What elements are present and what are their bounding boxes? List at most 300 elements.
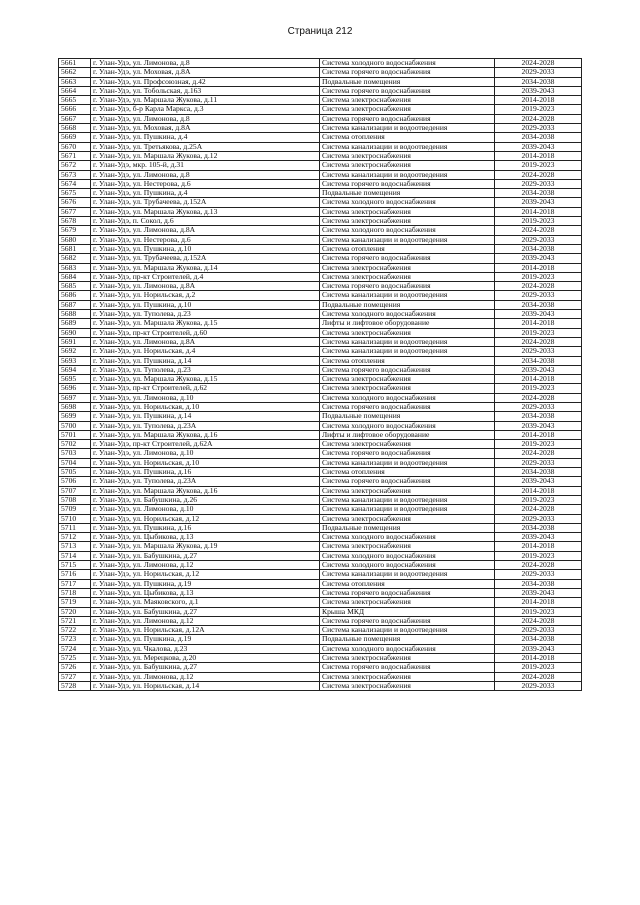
address-cell: г. Улан-Удэ, пр-кт Строителей, д.62 [91,384,320,393]
table-row [59,570,582,579]
period-cell: 2034-2038 [495,244,582,253]
system-cell: Система канализации и водоотведения [320,337,495,346]
table-row [59,217,582,226]
table-row [59,486,582,495]
table-row [59,68,582,77]
address-cell: г. Улан-Удэ, ул. Маяковского, д.1 [91,598,320,607]
address-cell: г. Улан-Удэ, ул. Лимонова, д.12 [91,672,320,681]
period-cell: 2014-2018 [495,430,582,439]
table-row [59,365,582,374]
system-cell: Подвальные помещения [320,635,495,644]
address-cell: г. Улан-Удэ, ул. Маршала Жукова, д.12 [91,151,320,160]
address-cell: г. Улан-Удэ, ул. Мерецкова, д.20 [91,654,320,663]
row-number: 5711 [59,523,91,532]
period-cell: 2034-2038 [495,523,582,532]
table-row [59,654,582,663]
address-cell: г. Улан-Удэ, ул. Пушкина, д.14 [91,412,320,421]
table-row [59,347,582,356]
address-cell: г. Улан-Удэ, ул. Маршала Жукова, д.15 [91,319,320,328]
period-cell: 2014-2018 [495,542,582,551]
system-cell: Система горячего водоснабжения [320,365,495,374]
row-number: 5697 [59,393,91,402]
table-row [59,272,582,281]
period-cell: 2039-2043 [495,644,582,653]
table-row [59,393,582,402]
period-cell: 2019-2023 [495,551,582,560]
system-cell: Система электроснабжения [320,681,495,690]
system-cell: Подвальные помещения [320,412,495,421]
address-cell: г. Улан-Удэ, ул. Пушкина, д.4 [91,189,320,198]
row-number: 5694 [59,365,91,374]
row-number: 5664 [59,86,91,95]
table-row [59,579,582,588]
table-row [59,59,582,68]
row-number: 5671 [59,151,91,160]
address-cell: г. Улан-Удэ, ул. Лимонова, д.10 [91,393,320,402]
address-cell: г. Улан-Удэ, ул. Цыбикова, д.13 [91,588,320,597]
row-number: 5681 [59,244,91,253]
table-row [59,207,582,216]
address-cell: г. Улан-Удэ, мкр. 105-й, д.31 [91,161,320,170]
period-cell: 2019-2023 [495,217,582,226]
address-cell: г. Улан-Удэ, ул. Туполева, д.23 [91,365,320,374]
address-cell: г. Улан-Удэ, ул. Пушкина, д.10 [91,300,320,309]
table-row [59,616,582,625]
period-cell: 2029-2033 [495,402,582,411]
page-title: Страница 212 [287,26,353,37]
table-row [59,151,582,160]
table-row [59,337,582,346]
system-cell: Система электроснабжения [320,161,495,170]
table-row [59,356,582,365]
address-cell: г. Улан-Удэ, пр-кт Строителей, д.4 [91,272,320,281]
row-number: 5695 [59,375,91,384]
address-cell: г. Улан-Удэ, ул. Лимонова, д.8 [91,170,320,179]
row-number: 5668 [59,124,91,133]
system-cell: Система канализации и водоотведения [320,495,495,504]
table-row [59,523,582,532]
address-cell: г. Улан-Удэ, ул. Норильская, д.12 [91,514,320,523]
system-cell: Система холодного водоснабжения [320,533,495,542]
row-number: 5704 [59,458,91,467]
table-row [59,514,582,523]
address-cell: г. Улан-Удэ, ул. Норильская, д.14 [91,681,320,690]
period-cell: 2039-2043 [495,588,582,597]
period-cell: 2014-2018 [495,207,582,216]
system-cell: Система электроснабжения [320,654,495,663]
table-row [59,161,582,170]
period-cell: 2014-2018 [495,486,582,495]
address-cell: г. Улан-Удэ, ул. Лимонова, д.8 [91,59,320,68]
address-cell: г. Улан-Удэ, ул. Маршала Жукова, д.11 [91,96,320,105]
period-cell: 2014-2018 [495,151,582,160]
period-cell: 2034-2038 [495,579,582,588]
table-row [59,644,582,653]
address-cell: г. Улан-Удэ, б-р Карла Маркса, д.3 [91,105,320,114]
address-cell: г. Улан-Удэ, ул. Маршала Жукова, д.13 [91,207,320,216]
address-cell: г. Улан-Удэ, ул. Тобольская, д.163 [91,86,320,95]
system-cell: Система канализации и водоотведения [320,124,495,133]
address-cell: г. Улан-Удэ, ул. Норильская, д.10 [91,402,320,411]
period-cell: 2039-2043 [495,254,582,263]
row-number: 5661 [59,59,91,68]
period-cell: 2014-2018 [495,96,582,105]
system-cell: Система холодного водоснабжения [320,226,495,235]
table-row [59,114,582,123]
period-cell: 2014-2018 [495,319,582,328]
period-cell: 2024-2028 [495,114,582,123]
period-cell: 2029-2033 [495,179,582,188]
period-cell: 2029-2033 [495,235,582,244]
table-row [59,310,582,319]
row-number: 5715 [59,561,91,570]
system-cell: Система электроснабжения [320,272,495,281]
repair-schedule-table [58,58,582,691]
system-cell: Система канализации и водоотведения [320,170,495,179]
table-row [59,449,582,458]
row-number: 5725 [59,654,91,663]
table-row [59,105,582,114]
period-cell: 2024-2028 [495,282,582,291]
row-number: 5679 [59,226,91,235]
address-cell: г. Улан-Удэ, ул. Пушкина, д.4 [91,133,320,142]
table-row [59,551,582,560]
period-cell: 2024-2028 [495,170,582,179]
system-cell: Система электроснабжения [320,217,495,226]
address-cell: г. Улан-Удэ, ул. Трубачеева, д.152А [91,198,320,207]
period-cell: 2029-2033 [495,68,582,77]
row-number: 5667 [59,114,91,123]
row-number: 5721 [59,616,91,625]
address-cell: г. Улан-Удэ, ул. Норильская, д.10 [91,458,320,467]
address-cell: г. Улан-Удэ, ул. Маршала Жукова, д.14 [91,263,320,272]
address-cell: г. Улан-Удэ, ул. Пушкина, д.16 [91,523,320,532]
row-number: 5707 [59,486,91,495]
address-cell: г. Улан-Удэ, ул. Маршала Жукова, д.15 [91,375,320,384]
table-row [59,626,582,635]
table-row [59,319,582,328]
system-cell: Система холодного водоснабжения [320,59,495,68]
row-number: 5714 [59,551,91,560]
table-row [59,495,582,504]
row-number: 5710 [59,514,91,523]
period-cell: 2029-2033 [495,514,582,523]
address-cell: г. Улан-Удэ, ул. Лимонова, д.8А [91,282,320,291]
address-cell: г. Улан-Удэ, ул. Туполева, д.23 [91,310,320,319]
table-row [59,375,582,384]
row-number: 5675 [59,189,91,198]
row-number: 5693 [59,356,91,365]
address-cell: г. Улан-Удэ, ул. Бабушкина, д.27 [91,663,320,672]
address-cell: г. Улан-Удэ, ул. Третьякова, д.25А [91,142,320,151]
table-row [59,672,582,681]
period-cell: 2034-2038 [495,468,582,477]
address-cell: г. Улан-Удэ, ул. Чкалова, д.23 [91,644,320,653]
table-row [59,189,582,198]
system-cell: Система канализации и водоотведения [320,235,495,244]
address-cell: г. Улан-Удэ, ул. Нестерова, д.6 [91,235,320,244]
table-row [59,477,582,486]
row-number: 5720 [59,607,91,616]
period-cell: 2019-2023 [495,384,582,393]
row-number: 5662 [59,68,91,77]
period-cell: 2019-2023 [495,440,582,449]
period-cell: 2019-2023 [495,272,582,281]
table-body [59,59,582,691]
period-cell: 2039-2043 [495,533,582,542]
system-cell: Система канализации и водоотведения [320,291,495,300]
table-row [59,561,582,570]
table-row [59,170,582,179]
address-cell: г. Улан-Удэ, ул. Лимонова, д.8А [91,226,320,235]
address-cell: г. Улан-Удэ, ул. Норильская, д.4 [91,347,320,356]
row-number: 5673 [59,170,91,179]
system-cell: Система электроснабжения [320,486,495,495]
period-cell: 2029-2033 [495,347,582,356]
table-row [59,533,582,542]
period-cell: 2014-2018 [495,654,582,663]
row-number: 5724 [59,644,91,653]
row-number: 5665 [59,96,91,105]
table-row [59,328,582,337]
system-cell: Система холодного водоснабжения [320,551,495,560]
address-cell: г. Улан-Удэ, ул. Профсоюзная, д.42 [91,77,320,86]
system-cell: Система горячего водоснабжения [320,179,495,188]
address-cell: г. Улан-Удэ, п. Сокол, д.6 [91,217,320,226]
system-cell: Система горячего водоснабжения [320,477,495,486]
system-cell: Система электроснабжения [320,514,495,523]
table-row [59,430,582,439]
system-cell: Система горячего водоснабжения [320,588,495,597]
row-number: 5712 [59,533,91,542]
system-cell: Система горячего водоснабжения [320,86,495,95]
row-number: 5728 [59,681,91,690]
system-cell: Подвальные помещения [320,189,495,198]
address-cell: г. Улан-Удэ, ул. Пушкина, д.10 [91,244,320,253]
address-cell: г. Улан-Удэ, ул. Лимонова, д.12 [91,561,320,570]
table-row [59,505,582,514]
table-row [59,384,582,393]
period-cell: 2024-2028 [495,672,582,681]
table-row [59,226,582,235]
period-cell: 2034-2038 [495,635,582,644]
address-cell: г. Улан-Удэ, ул. Лимонова, д.10 [91,449,320,458]
table-row [59,635,582,644]
row-number: 5698 [59,402,91,411]
system-cell: Система горячего водоснабжения [320,402,495,411]
period-cell: 2029-2033 [495,681,582,690]
row-number: 5717 [59,579,91,588]
period-cell: 2039-2043 [495,142,582,151]
table-row [59,458,582,467]
address-cell: г. Улан-Удэ, ул. Туполева, д.23А [91,477,320,486]
system-cell: Система электроснабжения [320,151,495,160]
period-cell: 2039-2043 [495,477,582,486]
table-row [59,142,582,151]
period-cell: 2029-2033 [495,458,582,467]
row-number: 5727 [59,672,91,681]
period-cell: 2019-2023 [495,607,582,616]
row-number: 5686 [59,291,91,300]
period-cell: 2014-2018 [495,263,582,272]
table-row [59,244,582,253]
address-cell: г. Улан-Удэ, ул. Пушкина, д.19 [91,579,320,588]
row-number: 5684 [59,272,91,281]
system-cell: Система горячего водоснабжения [320,282,495,291]
row-number: 5682 [59,254,91,263]
system-cell: Система холодного водоснабжения [320,198,495,207]
row-number: 5688 [59,310,91,319]
period-cell: 2014-2018 [495,375,582,384]
period-cell: 2024-2028 [495,449,582,458]
address-cell: г. Улан-Удэ, ул. Нестерова, д.6 [91,179,320,188]
table-row [59,254,582,263]
row-number: 5703 [59,449,91,458]
table-row [59,179,582,188]
address-cell: г. Улан-Удэ, пр-кт Строителей, д.62А [91,440,320,449]
table-row [59,468,582,477]
period-cell: 2019-2023 [495,495,582,504]
row-number: 5676 [59,198,91,207]
row-number: 5669 [59,133,91,142]
row-number: 5702 [59,440,91,449]
period-cell: 2034-2038 [495,412,582,421]
period-cell: 2029-2033 [495,570,582,579]
row-number: 5708 [59,495,91,504]
period-cell: 2019-2023 [495,328,582,337]
row-number: 5709 [59,505,91,514]
row-number: 5716 [59,570,91,579]
address-cell: г. Улан-Удэ, ул. Норильская, д.12 [91,570,320,579]
period-cell: 2034-2038 [495,189,582,198]
system-cell: Система отопления [320,579,495,588]
system-cell: Система горячего водоснабжения [320,68,495,77]
table-row [59,412,582,421]
row-number: 5672 [59,161,91,170]
table-row [59,681,582,690]
period-cell: 2039-2043 [495,310,582,319]
row-number: 5670 [59,142,91,151]
system-cell: Система электроснабжения [320,96,495,105]
address-cell: г. Улан-Удэ, ул. Пушкина, д.14 [91,356,320,365]
address-cell: г. Улан-Удэ, ул. Моховая, д.8А [91,68,320,77]
row-number: 5700 [59,421,91,430]
address-cell: г. Улан-Удэ, ул. Бабушкина, д.27 [91,551,320,560]
system-cell: Система холодного водоснабжения [320,310,495,319]
period-cell: 2039-2043 [495,365,582,374]
period-cell: 2019-2023 [495,105,582,114]
table-row [59,607,582,616]
row-number: 5678 [59,217,91,226]
address-cell: г. Улан-Удэ, ул. Маршала Жукова, д.16 [91,430,320,439]
table-row [59,588,582,597]
period-cell: 2024-2028 [495,393,582,402]
row-number: 5689 [59,319,91,328]
address-cell: г. Улан-Удэ, ул. Маршала Жукова, д.16 [91,486,320,495]
table-row [59,542,582,551]
table-row [59,133,582,142]
system-cell: Система горячего водоснабжения [320,616,495,625]
address-cell: г. Улан-Удэ, ул. Пушкина, д.16 [91,468,320,477]
row-number: 5674 [59,179,91,188]
period-cell: 2024-2028 [495,561,582,570]
period-cell: 2024-2028 [495,337,582,346]
system-cell: Система электроснабжения [320,328,495,337]
period-cell: 2039-2043 [495,421,582,430]
address-cell: г. Улан-Удэ, ул. Туполева, д.23А [91,421,320,430]
system-cell: Система канализации и водоотведения [320,458,495,467]
row-number: 5696 [59,384,91,393]
system-cell: Лифты и лифтовое оборудование [320,319,495,328]
address-cell: г. Улан-Удэ, ул. Лимонова, д.10 [91,505,320,514]
table-row [59,291,582,300]
row-number: 5705 [59,468,91,477]
row-number: 5680 [59,235,91,244]
system-cell: Система отопления [320,133,495,142]
system-cell: Крыша МКД [320,607,495,616]
row-number: 5690 [59,328,91,337]
period-cell: 2024-2028 [495,226,582,235]
system-cell: Система электроснабжения [320,263,495,272]
period-cell: 2014-2018 [495,598,582,607]
period-cell: 2029-2033 [495,124,582,133]
row-number: 5666 [59,105,91,114]
period-cell: 2024-2028 [495,59,582,68]
system-cell: Подвальные помещения [320,523,495,532]
system-cell: Система электроснабжения [320,440,495,449]
row-number: 5719 [59,598,91,607]
system-cell: Система отопления [320,468,495,477]
row-number: 5718 [59,588,91,597]
table-row [59,300,582,309]
period-cell: 2034-2038 [495,356,582,365]
address-cell: г. Улан-Удэ, ул. Пушкина, д.19 [91,635,320,644]
period-cell: 2019-2023 [495,161,582,170]
period-cell: 2029-2033 [495,626,582,635]
address-cell: г. Улан-Удэ, пр-кт Строителей, д.60 [91,328,320,337]
address-cell: г. Улан-Удэ, ул. Лимонова, д.8А [91,337,320,346]
period-cell: 2034-2038 [495,300,582,309]
row-number: 5663 [59,77,91,86]
system-cell: Система горячего водоснабжения [320,114,495,123]
period-cell: 2039-2043 [495,86,582,95]
address-cell: г. Улан-Удэ, ул. Моховая, д.8А [91,124,320,133]
system-cell: Система отопления [320,244,495,253]
address-cell: г. Улан-Удэ, ул. Лимонова, д.12 [91,616,320,625]
row-number: 5722 [59,626,91,635]
period-cell: 2029-2033 [495,291,582,300]
period-cell: 2024-2028 [495,616,582,625]
row-number: 5685 [59,282,91,291]
system-cell: Система канализации и водоотведения [320,142,495,151]
row-number: 5723 [59,635,91,644]
table-row [59,598,582,607]
system-cell: Система электроснабжения [320,672,495,681]
system-cell: Подвальные помещения [320,300,495,309]
system-cell: Система горячего водоснабжения [320,254,495,263]
system-cell: Система горячего водоснабжения [320,449,495,458]
system-cell: Система холодного водоснабжения [320,561,495,570]
system-cell: Система холодного водоснабжения [320,644,495,653]
table-row [59,663,582,672]
table-row [59,263,582,272]
row-number: 5726 [59,663,91,672]
system-cell: Система электроснабжения [320,598,495,607]
address-cell: г. Улан-Удэ, ул. Цыбикова, д.13 [91,533,320,542]
row-number: 5691 [59,337,91,346]
period-cell: 2039-2043 [495,198,582,207]
system-cell: Система электроснабжения [320,542,495,551]
